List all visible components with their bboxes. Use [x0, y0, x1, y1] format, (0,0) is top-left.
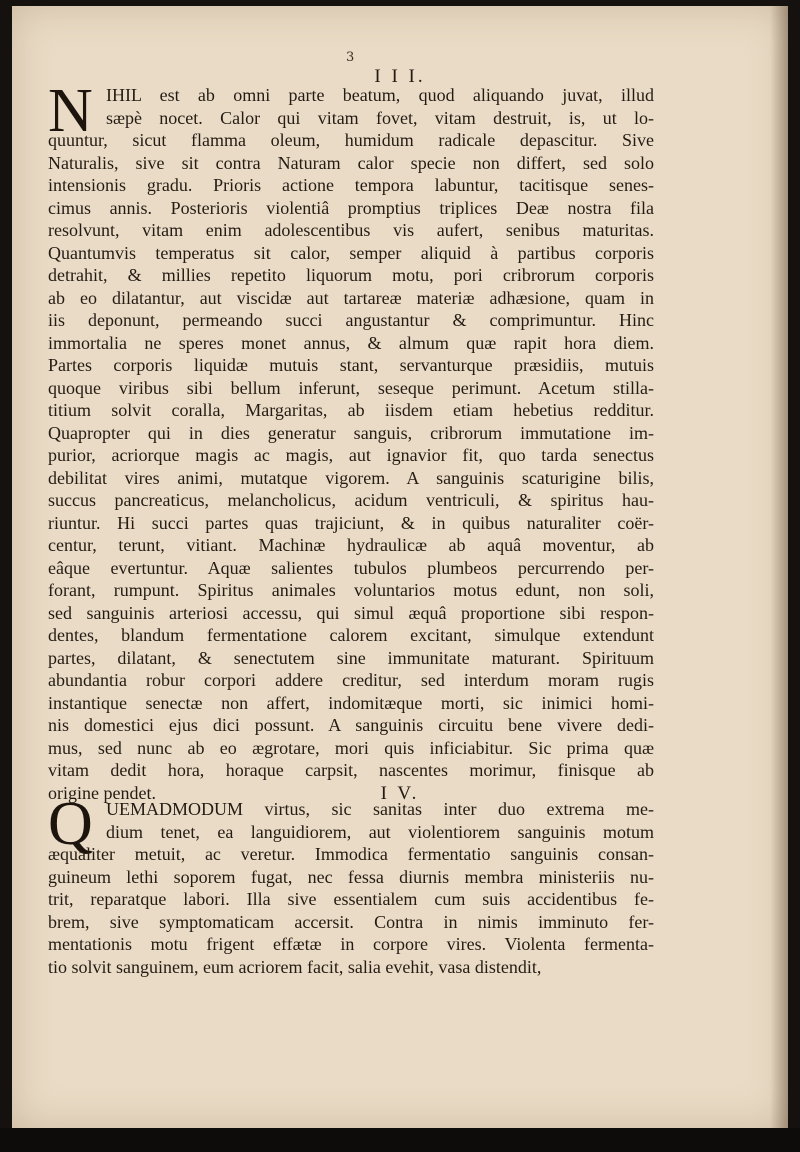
text-line: riuntur. Hi succi partes quas trajiciunt, & in quibus naturaliter coër-	[48, 512, 654, 533]
page-number: 3	[346, 50, 355, 65]
text-line: trit, reparatque labori. Illa sive essentialem cum suis accidentibus fe-	[48, 889, 654, 909]
text-line: quoque viribus sibi bellum inferunt, seseque perimunt. Acetum stilla-	[48, 377, 654, 398]
text-line: iis deponunt, permeando succi angustantur & comprimuntur. Hinc	[48, 310, 654, 330]
text-line: partes, dilatant, & senectutem sine immunitate maturant. Spirituum	[48, 647, 654, 668]
text-line: titium solvit coralla, Margaritas, ab iisdem etiam hebetius redditur.	[48, 400, 654, 420]
section-heading-4: I V.	[380, 783, 420, 804]
text-line: cimus annis. Posterioris violentiâ promptius triplices Deæ nostra fila	[48, 197, 654, 218]
scan-bottom-edge	[0, 1128, 800, 1152]
text-line: mentationis motu frigent effætæ in corpore vires. Violenta fermenta-	[48, 934, 654, 954]
text-line: sæpè nocet. Calor qui vitam fovet, vitam destruit, is, ut lo-	[106, 107, 654, 128]
text-line: forant, rumpunt. Spiritus animales voluntarios motus edunt, non soli,	[48, 580, 654, 600]
text-line: Naturalis, sive sit contra Naturam calor specie non differt, sed solo	[48, 152, 654, 173]
text-line: sed sanguinis arteriosi accessu, qui simul æquâ proportione sibi respon-	[48, 602, 654, 623]
text-line: UEMADMODUM virtus, sic sanitas inter duo extrema me-	[106, 799, 654, 819]
text-line: Partes corporis liquidæ mutuis stant, servanturque præsidiis, mutuis	[48, 355, 654, 375]
text-line: Quantumvis temperatus sit calor, semper aliquid à partibus corporis	[48, 242, 654, 263]
text-line: intensionis gradu. Prioris actione tempora labuntur, tacitisque senes-	[48, 175, 654, 195]
text-line: origine pendet.	[48, 782, 156, 803]
text-line: debilitat vires animi, mutatque vigorem. A sanguinis scaturigine bilis,	[48, 467, 654, 488]
text-line: ab eo dilatantur, aut viscidæ aut tartareæ materiæ adhæsione, quam in	[48, 287, 654, 308]
text-line: centur, terunt, vitiant. Machinæ hydraulicæ ab aquâ moventur, ab	[48, 535, 654, 555]
text-line: succus pancreaticus, melancholicus, acidum ventriculi, & spiritus hau-	[48, 490, 654, 510]
text-line: purior, acriorque magis ac magis, aut ignavior fit, quo tarda senectus	[48, 445, 654, 465]
text-line: dentes, blandum fermentatione calorem excitant, simulque extendunt	[48, 625, 654, 645]
text-line: eâque evertuntur. Aquæ salientes tubulos plumbeos percurrendo per-	[48, 557, 654, 578]
text-line: dium tenet, ea languidiorem, aut violentiorem sanguinis motum	[106, 821, 654, 842]
text-line: abundantia robur corpori addere creditur, sed interdum moram rugis	[48, 670, 654, 690]
page-edge-shadow	[770, 6, 788, 1128]
text-line: nis domestici ejus dici possunt. A sanguinis circuitu bene vivere dedi-	[48, 715, 654, 735]
text-line: instantique senectæ non affert, indomitæque morti, sic inimici homi-	[48, 692, 654, 713]
text-line: tio solvit sanguinem, eum acriorem facit, salia evehit, vasa distendit,	[48, 956, 542, 977]
text-line: IHIL est ab omni parte beatum, quod aliquando juvat, illud	[106, 85, 654, 105]
text-line: resolvunt, vitam enim adolescentibus vis aufert, senibus maturitas.	[48, 220, 654, 240]
text-line: Quapropter qui in dies generatur sanguis, cribrorum immutatione im-	[48, 422, 654, 443]
text-line: æqualiter metuit, ac veretur. Immodica fermentatio sanguinis consan-	[48, 844, 654, 864]
paragraph-section-3	[48, 84, 654, 804]
drop-cap-q: Q	[48, 790, 93, 858]
text-line: vitam dedit hora, horaque carpsit, nascentes morimur, finisque ab	[48, 760, 654, 780]
text-line: detrahit, & millies repetito liquorum motu, pori cribrorum corporis	[48, 265, 654, 285]
text-line: brem, sive symptomaticam accersit. Contra in nimis imminuto fer-	[48, 911, 654, 932]
text-line: mus, sed nunc ab eo ægrotare, mori quis inficiabitur. Sic prima quæ	[48, 737, 654, 758]
drop-cap-n: N	[48, 77, 93, 145]
paragraph-section-4	[48, 798, 654, 978]
text-line: guineum lethi soporem fugat, nec fessa diurnis membra ministeriis nu-	[48, 866, 654, 887]
section-heading-3: I I I.	[374, 66, 426, 87]
text-line: immortalia ne speres monet annus, & almum quæ rapit hora diem.	[48, 332, 654, 353]
text-line: quuntur, sicut flamma oleum, humidum radicale depascitur. Sive	[48, 130, 654, 150]
